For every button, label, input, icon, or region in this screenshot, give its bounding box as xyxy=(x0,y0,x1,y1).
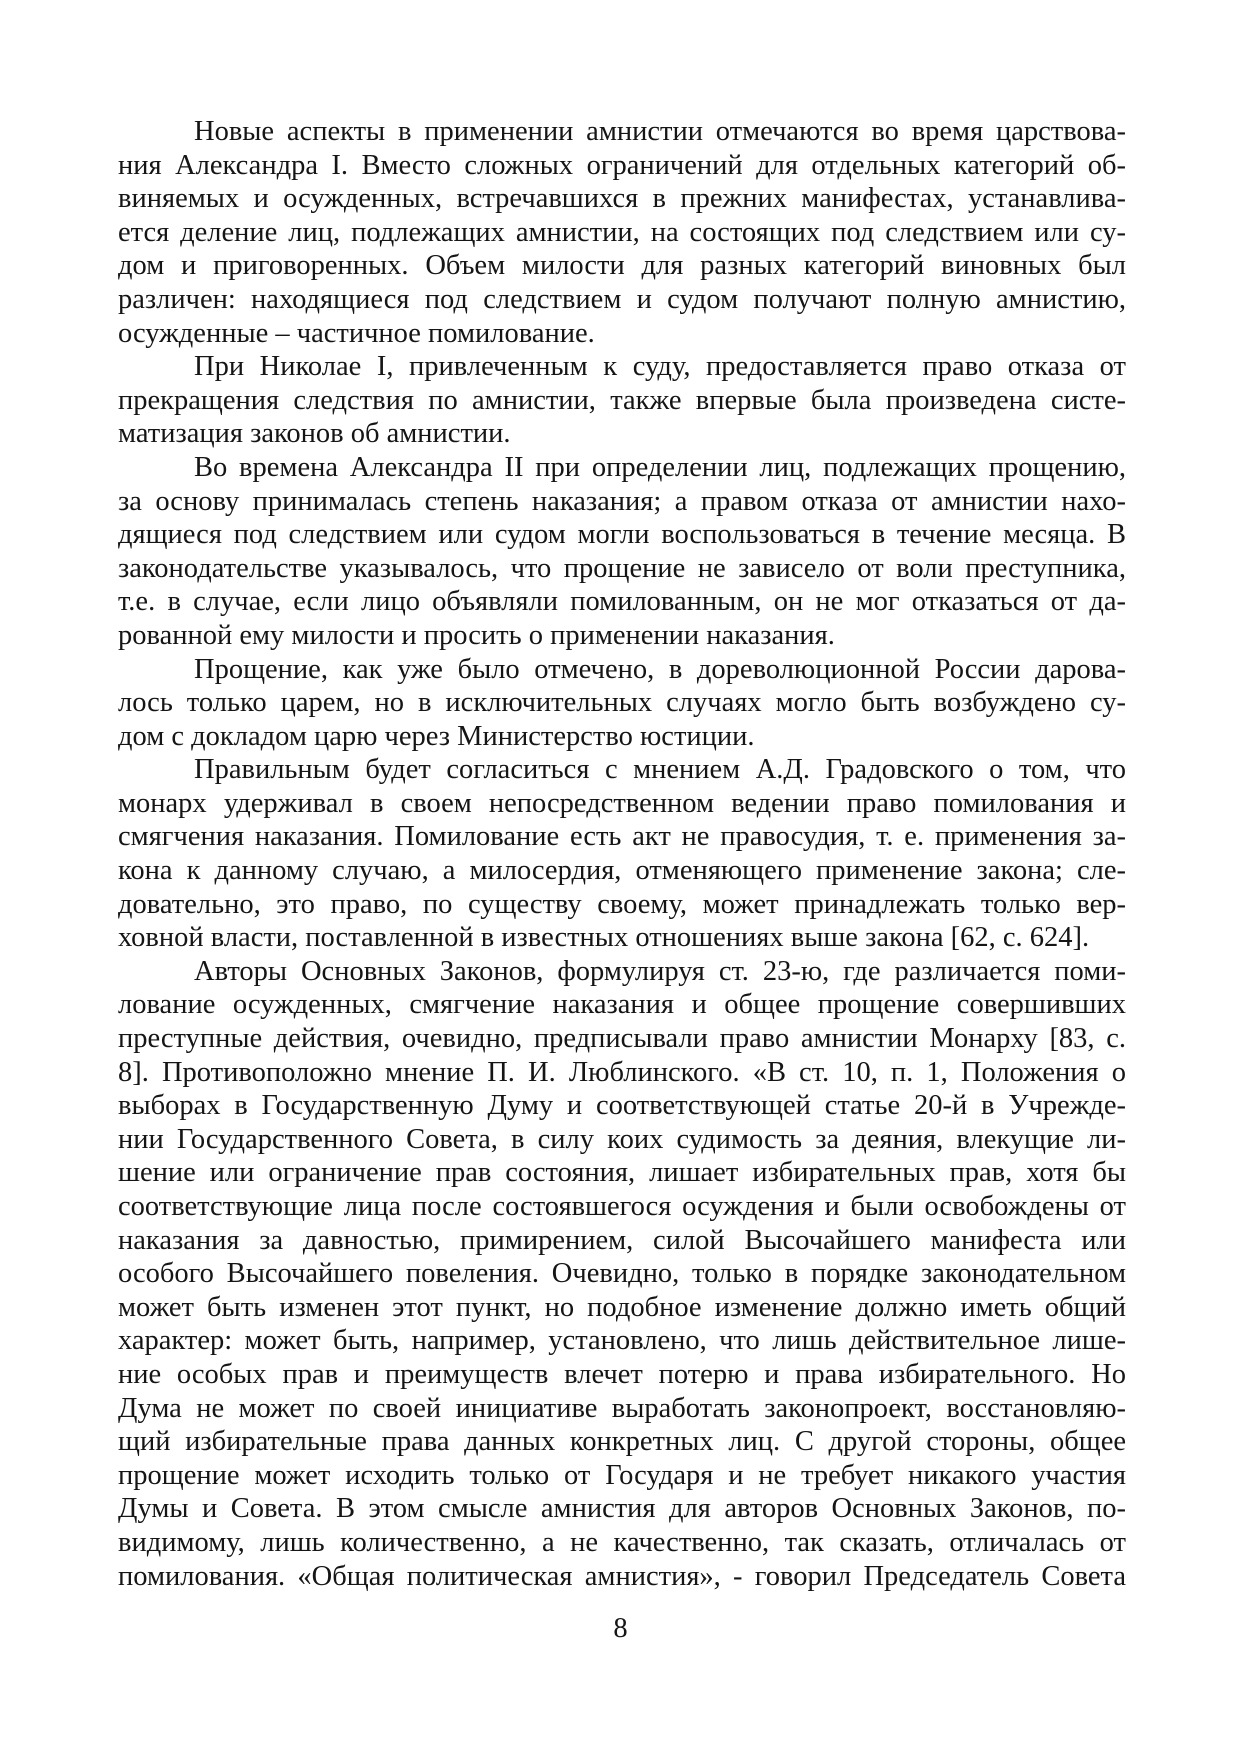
text-line: кона к данному случаю, а милосердия, отменяющего применение закона; сле- xyxy=(118,855,1126,887)
text-line: дом с докладом царю через Министерство юстиции. xyxy=(118,720,755,752)
text-line: т.е. в случае, если лицо объявляли помилованным, он не мог отказаться от да- xyxy=(118,586,1126,618)
text-line: ховной власти, поставленной в известных отношениях выше закона [62, с. 624]. xyxy=(118,922,1090,954)
text-line: Правильным будет согласиться с мнением А.Д. Градовского о том, что xyxy=(194,754,1126,786)
text-line: ется деление лиц, подлежащих амнистии, на состоящих под следствием или су- xyxy=(118,216,1126,248)
text-line: ние особых прав и преимуществ влечет потерю и права избирательного. Но xyxy=(118,1358,1126,1390)
text-line: Дума не может по своей инициативе выработать законопроект, восстановляю- xyxy=(118,1392,1126,1424)
text-line: виняемых и осужденных, встречавшихся в прежних манифестах, устанавлива- xyxy=(118,183,1126,215)
text-line: шение или ограничение прав состояния, лишает избирательных прав, хотя бы xyxy=(118,1157,1126,1189)
paragraph xyxy=(118,451,1126,653)
body-text xyxy=(118,115,1126,1593)
text-line: щий избирательные права данных конкретных лиц. С другой стороны, общее xyxy=(118,1426,1126,1458)
text-line: нии Государственного Совета, в силу коих судимость за деяния, влекущие ли- xyxy=(118,1123,1126,1155)
text-line: При Николае I, привлеченным к суду, предоставляется право отказа от xyxy=(194,351,1126,383)
text-line: различен: находящиеся под следствием и судом получают полную амнистию, xyxy=(118,283,1126,315)
text-line: осужденные – частичное помилование. xyxy=(118,317,595,349)
text-line: 8]. Противоположно мнение П. И. Люблинского. «В ст. 10, п. 1, Положения о xyxy=(118,1056,1126,1088)
text-line: может быть изменен этот пункт, но подобное изменение должно иметь общий xyxy=(118,1291,1126,1323)
text-line: дом и приговоренных. Объем милости для разных категорий виновных был xyxy=(118,250,1126,282)
text-line: помилования. «Общая политическая амнистия», - говорил Председатель Совета xyxy=(118,1560,1126,1592)
text-line: прекращения следствия по амнистии, также впервые была произведена систе- xyxy=(118,384,1126,416)
text-line: лование осужденных, смягчение наказания и общее прощение совершивших xyxy=(118,989,1126,1021)
paragraph xyxy=(118,955,1126,1593)
text-line: ния Александра I. Вместо сложных ограничений для отдельных категорий об- xyxy=(118,149,1126,181)
paragraph xyxy=(118,653,1126,754)
text-line: Прощение, как уже было отмечено, в дореволюционной России дарова- xyxy=(194,653,1126,685)
text-line: Думы и Совета. В этом смысле амнистия для авторов Основных Законов, по- xyxy=(118,1493,1126,1525)
paragraph xyxy=(118,115,1126,350)
paragraph xyxy=(118,753,1126,955)
text-line: Во времена Александра II при определении лиц, подлежащих прощению, xyxy=(194,451,1126,483)
text-line: монарх удерживал в своем непосредственном ведении право помилования и xyxy=(118,787,1126,819)
text-line: дящиеся под следствием или судом могли воспользоваться в течение месяца. В xyxy=(118,519,1126,551)
text-line: прощение может исходить только от Государя и не требует никакого участия xyxy=(118,1459,1126,1491)
text-line: преступные действия, очевидно, предписывали право амнистии Монарху [83, с. xyxy=(118,1023,1126,1055)
text-line: характер: может быть, например, установлено, что лишь действительное лише- xyxy=(118,1325,1126,1357)
text-line: соответствующие лица после состоявшегося осуждения и были освобождены от xyxy=(118,1191,1126,1222)
text-line: Авторы Основных Законов, формулируя ст. 23-ю, где различается поми- xyxy=(194,955,1126,987)
text-line: выборах в Государственную Думу и соответствующей статье 20-й в Учрежде- xyxy=(118,1090,1126,1122)
text-line: лось только царем, но в исключительных случаях могло быть возбуждено су- xyxy=(118,687,1126,719)
text-line: смягчения наказания. Помилование есть акт не правосудия, т. е. применения за- xyxy=(118,821,1126,853)
paragraph xyxy=(118,350,1126,451)
text-line: довательно, это право, по существу своему, может принадлежать только вер- xyxy=(118,888,1126,920)
text-line: матизация законов об амнистии. xyxy=(118,418,511,450)
text-line: наказания за давностью, примирением, силой Высочайшего манифеста или xyxy=(118,1224,1126,1256)
text-line: особого Высочайшего повеления. Очевидно, только в порядке законодательном xyxy=(118,1258,1126,1290)
text-line: видимому, лишь количественно, а не качественно, так сказать, отличалась от xyxy=(118,1526,1126,1558)
text-line: Новые аспекты в применении амнистии отмечаются во время царствова- xyxy=(194,116,1126,147)
text-line: рованной ему милости и просить о применении наказания. xyxy=(118,619,835,651)
text-line: за основу принималась степень наказания; а правом отказа от амнистии нахо- xyxy=(118,485,1126,517)
page-number: 8 xyxy=(613,1613,628,1644)
text-line: законодательстве указывалось, что прощение не зависело от воли преступника, xyxy=(118,552,1126,584)
